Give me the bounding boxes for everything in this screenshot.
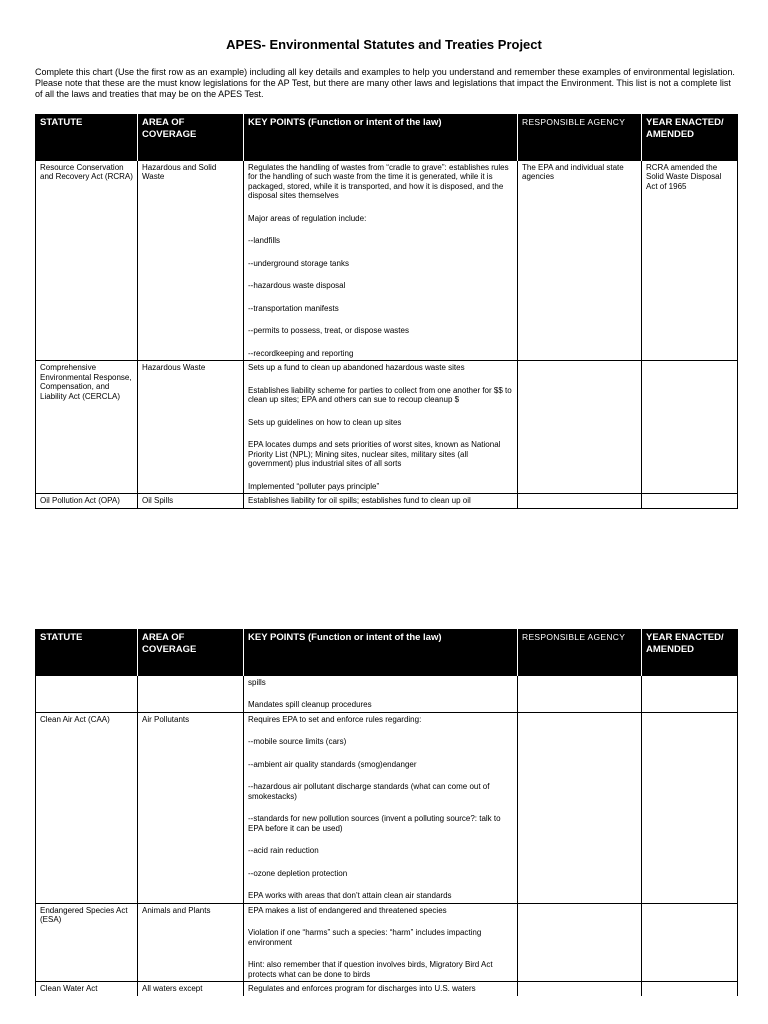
statute-cell: Endangered Species Act (ESA)	[36, 903, 138, 982]
table-row	[36, 160, 738, 361]
table-row	[36, 982, 738, 996]
year-cell	[642, 903, 738, 982]
key-points-cell	[244, 982, 518, 996]
header-statute: STATUTE	[36, 114, 138, 160]
key-point: --mobile source limits (cars)	[248, 737, 347, 746]
statute-cell: Comprehensive Environmental Response, Compensation, and Liability Act (CERCLA)	[36, 361, 138, 494]
key-point: Violation if one “harms” such a species: “harm” includes impacting environment	[248, 928, 482, 947]
key-point: Sets up guidelines on how to clean up sites	[248, 417, 402, 427]
key-point: Requires EPA to set and enforce rules regarding:	[248, 714, 422, 724]
key-points-cell	[244, 712, 518, 903]
agency-cell	[518, 494, 642, 509]
key-point: --standards for new pollution sources (invent a polluting source?: talk to EPA before it can be used)	[248, 814, 501, 833]
area-cell: Oil Spills	[138, 494, 244, 509]
key-points-cell	[244, 675, 518, 712]
statute-cell	[36, 675, 138, 712]
header-agency: RESPONSIBLE AGENCY	[518, 114, 642, 160]
key-point: Establishes liability scheme for parties to collect from one another for $$ to clean up sites; EPA and others can sue to recoup cleanup $	[248, 385, 512, 404]
key-points-cell	[244, 903, 518, 982]
area-cell: Animals and Plants	[138, 903, 244, 982]
year-cell	[642, 361, 738, 494]
area-cell: Hazardous and Solid Waste	[138, 160, 244, 361]
table-row	[36, 903, 738, 982]
header-key-points: KEY POINTS (Function or intent of the law)	[244, 629, 518, 675]
agency-cell	[518, 361, 642, 494]
statute-cell: Clean Water Act	[36, 982, 138, 996]
key-point: Implemented “polluter pays principle”	[248, 481, 380, 491]
key-point: Establishes liability for oil spills; establishes fund to clean up oil	[248, 496, 471, 505]
statutes-table-2	[35, 629, 738, 996]
key-point: EPA makes a list of endangered and threatened species	[248, 905, 447, 915]
key-point: Hint: also remember that if question involves birds, Migratory Bird Act protects what can be done to birds	[248, 960, 493, 979]
statute-cell: Oil Pollution Act (OPA)	[36, 494, 138, 509]
table-row	[36, 494, 738, 509]
year-cell	[642, 712, 738, 903]
key-point: --landfills	[248, 236, 281, 245]
key-points-cell	[244, 494, 518, 509]
statute-cell: Resource Conservation and Recovery Act (RCRA)	[36, 160, 138, 361]
header-agency: RESPONSIBLE AGENCY	[518, 629, 642, 675]
agency-cell	[518, 712, 642, 903]
key-point: --ambient air quality standards (smog)endanger	[248, 759, 417, 769]
key-point: spills	[248, 677, 266, 687]
document-title: APES- Environmental Statutes and Treaties Project	[226, 37, 542, 52]
year-cell	[642, 494, 738, 509]
area-cell: Hazardous Waste	[138, 361, 244, 494]
key-point: Regulates and enforces program for discharges into U.S. waters	[248, 984, 476, 993]
year-cell: RCRA amended the Solid Waste Disposal Act of 1965	[642, 160, 738, 361]
agency-cell	[518, 675, 642, 712]
header-year: YEAR ENACTED/ AMENDED	[642, 629, 738, 675]
agency-cell: The EPA and individual state agencies	[518, 160, 642, 361]
agency-cell	[518, 903, 642, 982]
key-point: --hazardous air pollutant discharge standards (what can come out of smokestacks)	[248, 782, 490, 801]
key-point: --recordkeeping and reporting	[248, 348, 354, 358]
agency-cell	[518, 982, 642, 996]
table-row	[36, 712, 738, 903]
key-point: Mandates spill cleanup procedures	[248, 700, 372, 709]
key-point: Sets up a fund to clean up abandoned hazardous waste sites	[248, 363, 465, 372]
key-point: Major areas of regulation include:	[248, 213, 367, 223]
header-area: AREA OF COVERAGE	[138, 114, 244, 160]
header-key-points: KEY POINTS (Function or intent of the law)	[244, 114, 518, 160]
area-cell: All waters except	[138, 982, 244, 996]
header-year: YEAR ENACTED/ AMENDED	[642, 114, 738, 160]
key-point: --hazardous waste disposal	[248, 281, 346, 290]
statutes-table-1	[35, 114, 738, 509]
area-cell: Air Pollutants	[138, 712, 244, 903]
table-row	[36, 675, 738, 712]
table-row	[36, 361, 738, 494]
key-point: EPA works with areas that don’t attain clean air standards	[248, 891, 452, 900]
intro-paragraph: Complete this chart (Use the first row as an example) including all key details and examples to help you understand and remember these examples of environmental legislation. Please note that these are the must know legislations for the AP Test, but there are many other laws and legislations that impact the Environment. This list is not a complete list of all the laws and treaties that may be on the APES Test.	[35, 67, 735, 99]
statute-cell: Clean Air Act (CAA)	[36, 712, 138, 903]
key-point: EPA locates dumps and sets priorities of worst sites, known as National Priority List (NPL); Mining sites, nuclear sites, military sites (all government) plus industrial sites of all sorts	[248, 440, 501, 468]
key-point: --permits to possess, treat, or dispose wastes	[248, 326, 409, 335]
header-statute: STATUTE	[36, 629, 138, 675]
key-points-cell	[244, 361, 518, 494]
key-point: --ozone depletion protection	[248, 868, 348, 878]
key-point: --underground storage tanks	[248, 258, 349, 268]
area-cell	[138, 675, 244, 712]
key-point: Regulates the handling of wastes from “cradle to grave”: establishes rules for the handling of such waste from the time it is generated, while it is packaged, stored, while it is transported, and how it is disposed, and the disposal sites themselves	[248, 162, 509, 200]
year-cell	[642, 982, 738, 996]
key-point: --acid rain reduction	[248, 846, 319, 855]
header-area: AREA OF COVERAGE	[138, 629, 244, 675]
key-point: --transportation manifests	[248, 303, 339, 313]
year-cell	[642, 675, 738, 712]
key-points-cell	[244, 160, 518, 361]
